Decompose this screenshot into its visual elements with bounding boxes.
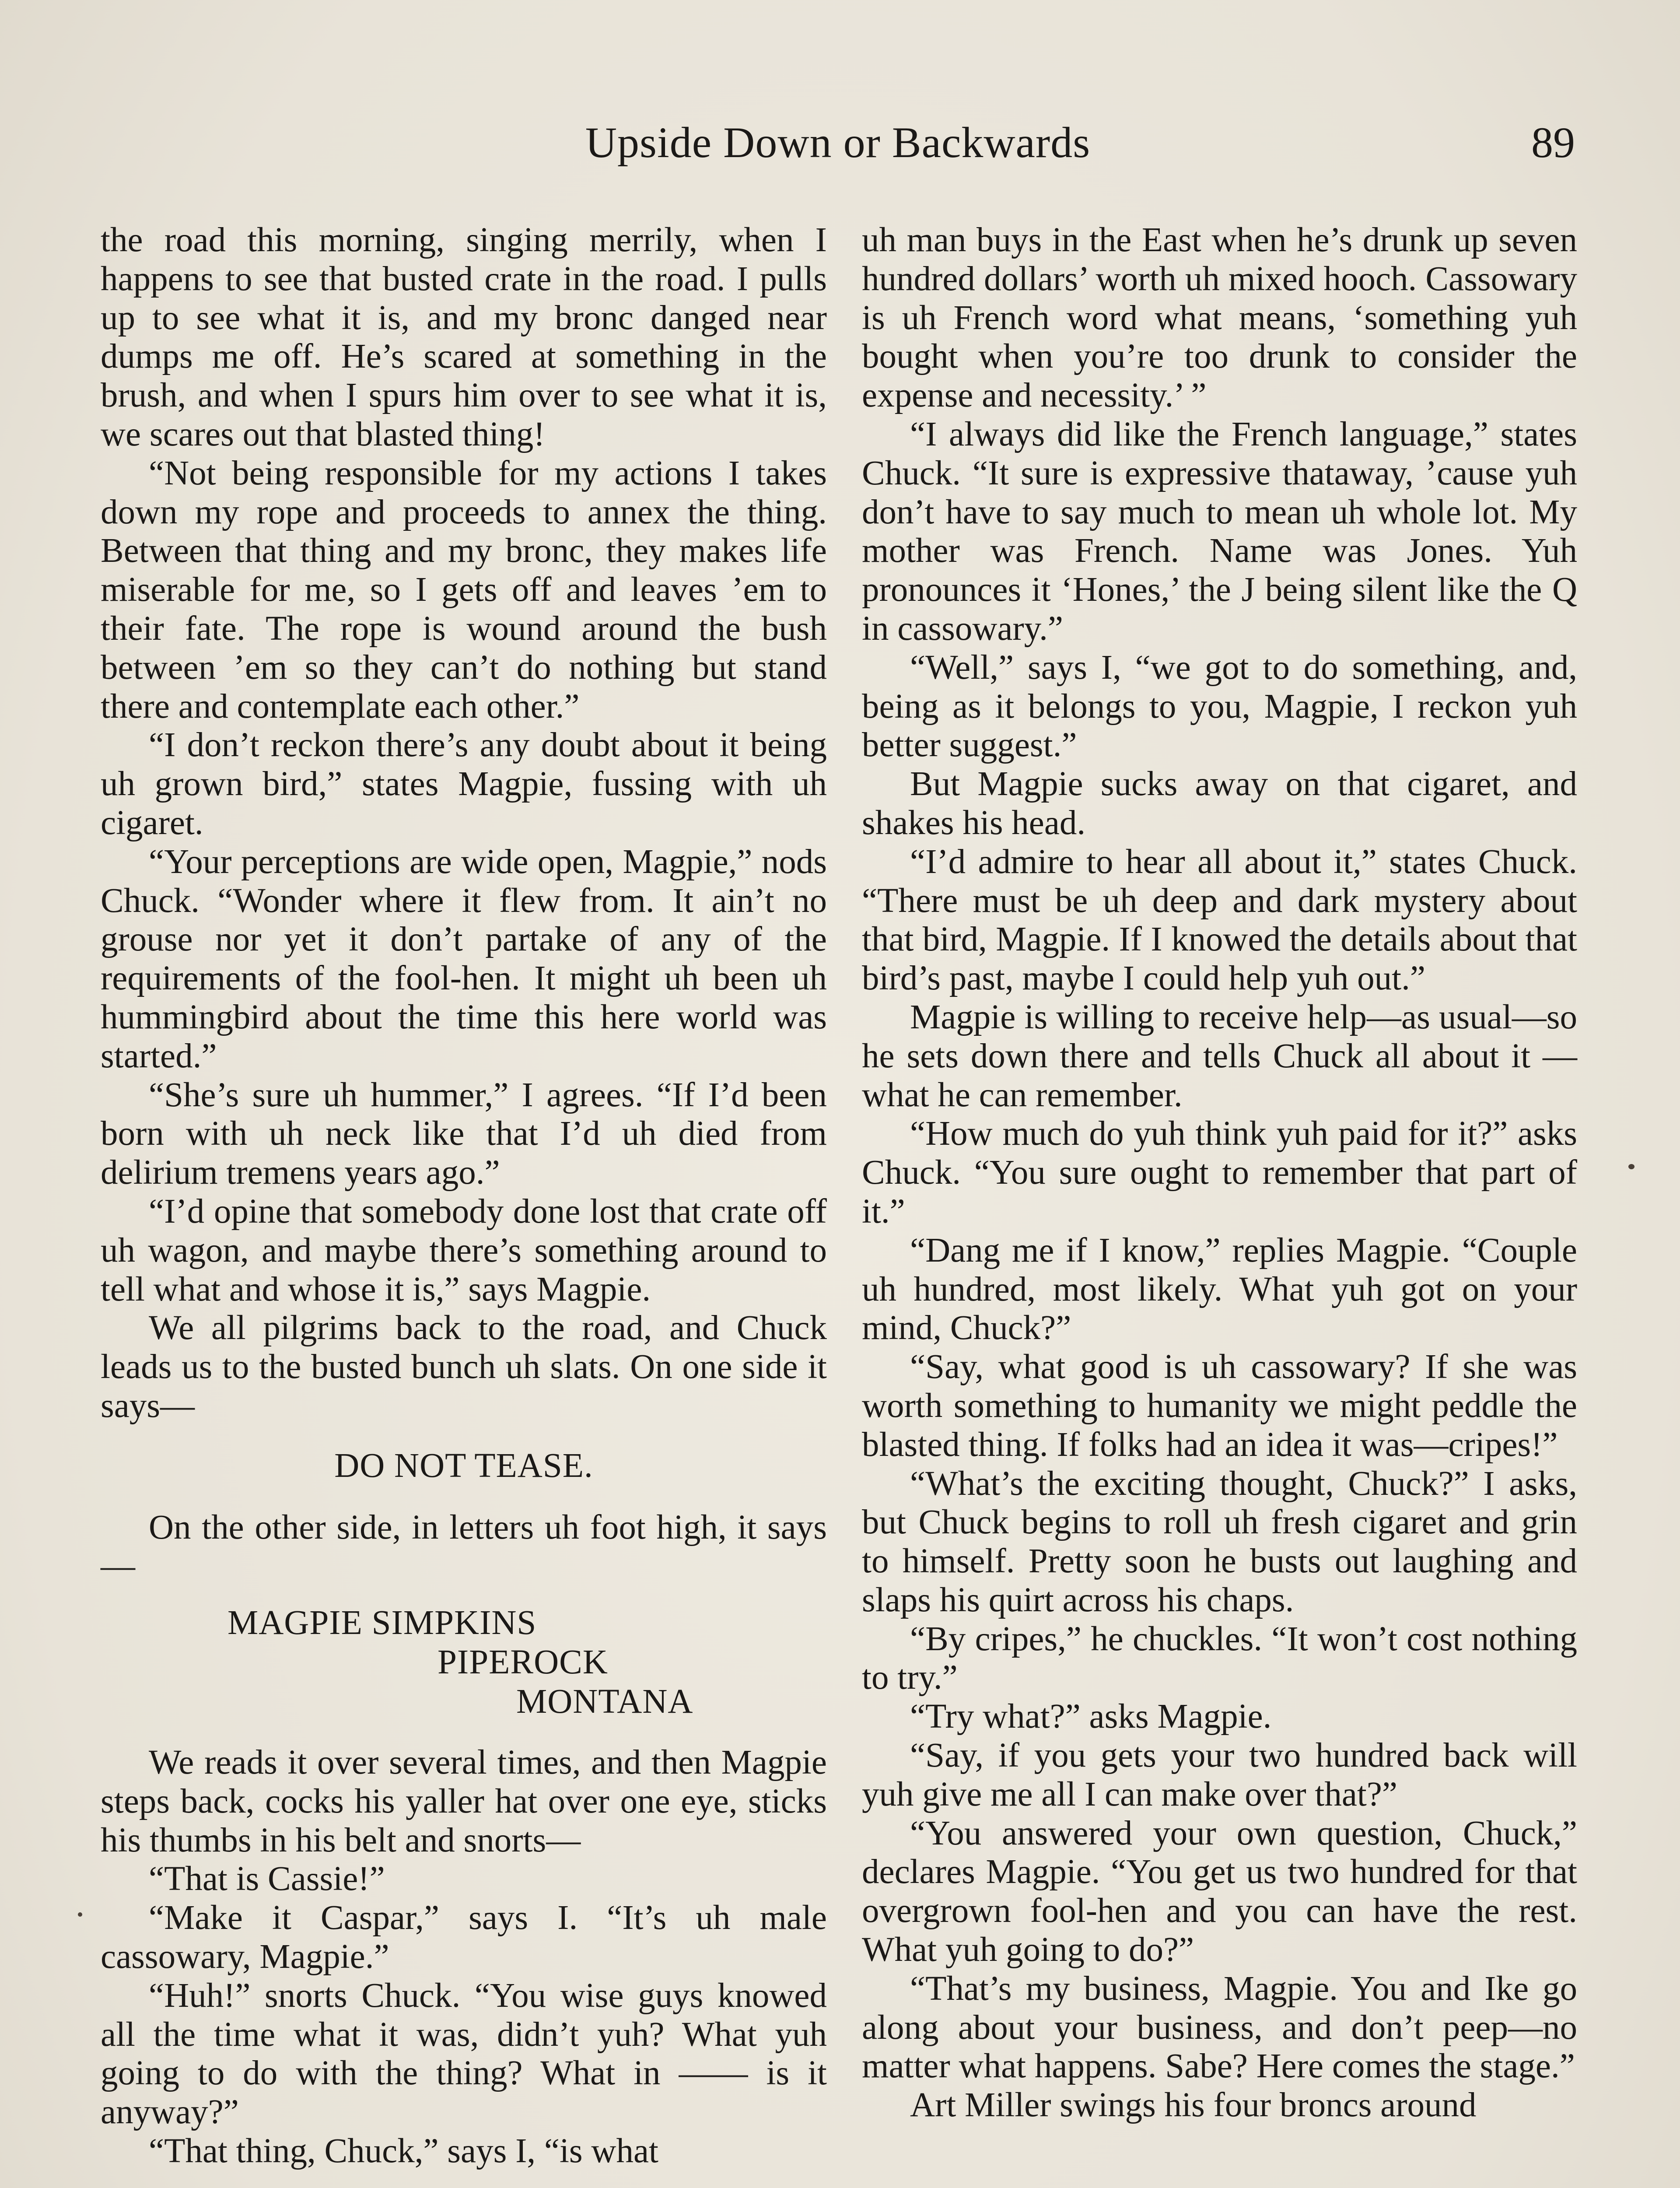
crate-address <box>101 1603 827 1722</box>
paragraph: “That’s my business, Magpie. You and Ike go along about your business, and don’t peep—no matter what happens. Sabe? Here comes the stage.” <box>862 1969 1577 2086</box>
address-line-town: PIPEROCK <box>438 1643 608 1682</box>
paragraph: “What’s the exciting thought, Chuck?” I asks, but Chuck begins to roll uh fresh cigaret and grin to himself. Pretty soon he busts out laughing and slaps his quirt across his chaps. <box>862 1464 1577 1619</box>
paragraph: “I always did like the French language,” states Chuck. “It sure is expressive thataway, ’cause yuh don’t have to say much to mean uh whole lot. My mother was French. Name was Jones. Yuh pronounces it ‘Hones,’ the J being silent like the Q in cassowary.” <box>862 415 1577 648</box>
paragraph: Magpie is willing to receive help—as usual—so he sets down there and tells Chuck all about it —what he can remember. <box>862 998 1577 1114</box>
paragraph: “I don’t reckon there’s any doubt about it being uh grown bird,” states Magpie, fussing with uh cigaret. <box>101 726 827 842</box>
paragraph: “Your perceptions are wide open, Magpie,” nods Chuck. “Wonder where it flew from. It ain’t no grouse nor yet it don’t partake of any of the requirements of the fool-hen. It might uh been uh hummingbird about the time this here world was started.” <box>101 842 827 1075</box>
paragraph: the road this morning, singing merrily, when I happens to see that busted crate in the road. I pulls up to see what it is, and my bronc danged near dumps me off. He’s scared at something in the brush, and when I spurs him over to see what it is, we scares out that blasted thing! <box>101 221 827 453</box>
page-header <box>101 117 1575 174</box>
paragraph: uh man buys in the East when he’s drunk up seven hundred dollars’ worth uh mixed hooch. Cassowary is uh French word what means, ‘something yuh bought when you’re too drunk to consider the expense and necessity.’ ” <box>862 221 1577 415</box>
address-line-state: MONTANA <box>516 1683 693 1721</box>
right-column <box>862 221 1577 2125</box>
paragraph: “Dang me if I know,” replies Magpie. “Couple uh hundred, most likely. What yuh got on your mind, Chuck?” <box>862 1231 1577 1347</box>
paragraph: “I’d opine that somebody done lost that crate off uh wagon, and maybe there’s something around to tell what and whose it is,” says Magpie. <box>101 1192 827 1308</box>
paragraph: “Huh!” snorts Chuck. “You wise guys knowed all the time what it was, didn’t yuh? What yuh going to do with the thing? What in —— is it anyway?” <box>101 1976 827 2132</box>
paragraph: “She’s sure uh hummer,” I agrees. “If I’d been born with uh neck like that I’d uh died from delirium tremens years ago.” <box>101 1076 827 1192</box>
paragraph: “I’d admire to hear all about it,” states Chuck. “There must be uh deep and dark mystery about that bird, Magpie. If I knowed the details about that bird’s past, maybe I could help yuh out.” <box>862 842 1577 998</box>
page-number: 89 <box>1531 118 1575 167</box>
paper-speck <box>78 1912 82 1917</box>
address-line-name: MAGPIE SIMPKINS <box>228 1604 537 1642</box>
paragraph: “Say, if you gets your two hundred back will yuh give me all I can make over that?” <box>862 1736 1577 1813</box>
crate-notice: DO NOT TEASE. <box>334 1446 593 1485</box>
paragraph: “Not being responsible for my actions I takes down my rope and proceeds to annex the thing. Between that thing and my bronc, they makes life miserable for me, so I gets off and leaves ’em to their fate. The rope is wound around the bush between ’em so they can’t do nothing but stand there and contemplate each other.” <box>101 454 827 726</box>
paragraph: Art Miller swings his four broncs around <box>910 2086 1477 2125</box>
paragraph: “Try what?” asks Magpie. <box>910 1697 1272 1736</box>
paragraph: We all pilgrims back to the road, and Chuck leads us to the busted bunch uh slats. On one side it says— <box>101 1309 827 1425</box>
paragraph: On the other side, in letters uh foot high, it says— <box>101 1508 827 1585</box>
paragraph: But Magpie sucks away on that cigaret, and shakes his head. <box>862 765 1577 842</box>
paragraph: “Say, what good is uh cassowary? If she was worth something to humanity we might peddle the blasted thing. If folks had an idea it was—cripes!” <box>862 1348 1577 1464</box>
paragraph: “That is Cassie!” <box>149 1860 385 1898</box>
paper-speck <box>1628 1164 1634 1169</box>
paragraph: “That thing, Chuck,” says I, “is what <box>149 2132 658 2170</box>
paragraph: “Well,” says I, “we got to do something, and, being as it belongs to you, Magpie, I reckon yuh better suggest.” <box>862 648 1577 764</box>
paragraph: “By cripes,” he chuckles. “It won’t cost nothing to try.” <box>862 1620 1577 1697</box>
paragraph: We reads it over several times, and then Magpie steps back, cocks his yaller hat over one eye, sticks his thumbs in his belt and snorts— <box>101 1743 827 1859</box>
paragraph: “How much do yuh think yuh paid for it?” asks Chuck. “You sure ought to remember that part of it.” <box>862 1115 1577 1231</box>
paragraph: “Make it Caspar,” says I. “It’s uh male cassowary, Magpie.” <box>101 1899 827 1976</box>
paragraph: “You answered your own question, Chuck,” declares Magpie. “You get us two hundred for that overgrown fool-hen and you can have the rest. What yuh going to do?” <box>862 1814 1577 1969</box>
left-column <box>101 221 827 2171</box>
running-title: Upside Down or Backwards <box>585 118 1091 167</box>
